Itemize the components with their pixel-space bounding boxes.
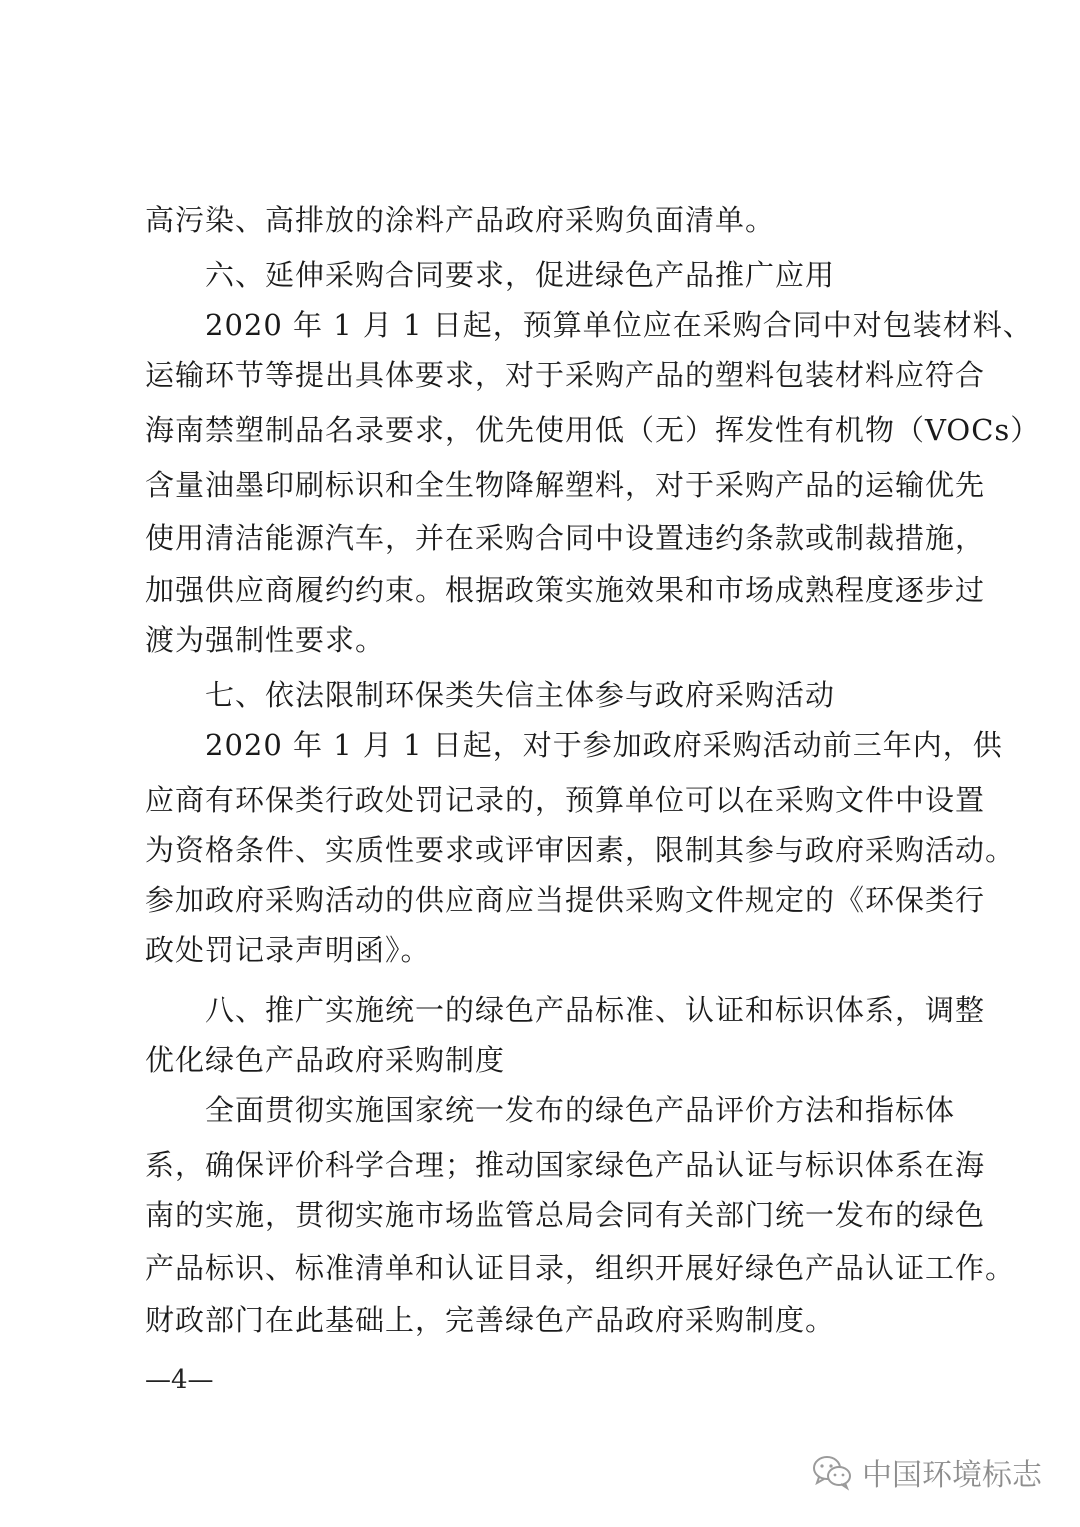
text-line: 参加政府采购活动的供应商应当提供采购文件规定的《环保类行 <box>145 883 986 917</box>
text-line: 2020 年 1 月 1 日起，对于参加政府采购活动前三年内，供 <box>205 728 1003 762</box>
text-line: 加强供应商履约约束。根据政策实施效果和市场成熟程度逐步过 <box>145 573 986 607</box>
text-line: 海南禁塑制品名录要求，优先使用低（无）挥发性有机物（VOCs） <box>145 413 1041 447</box>
text-line: 南的实施，贯彻实施市场监管总局会同有关部门统一发布的绿色 <box>145 1198 986 1232</box>
text-line: 系，确保评价科学合理；推动国家绿色产品认证与标识体系在海 <box>145 1148 986 1182</box>
text-line: 六、延伸采购合同要求，促进绿色产品推广应用 <box>205 258 836 292</box>
text-line: 应商有环保类行政处罚记录的，预算单位可以在采购文件中设置 <box>145 783 986 817</box>
text-line: 优化绿色产品政府采购制度 <box>145 1043 506 1077</box>
text-line: 全面贯彻实施国家统一发布的绿色产品评价方法和指标体 <box>205 1093 956 1127</box>
text-line: 八、推广实施统一的绿色产品标准、认证和标识体系，调整 <box>205 993 986 1027</box>
text-line: 运输环节等提出具体要求，对于采购产品的塑料包装材料应符合 <box>145 358 986 392</box>
text-line: 高污染、高排放的涂料产品政府采购负面清单。 <box>145 203 776 237</box>
text-line: 政处罚记录声明函》。 <box>145 933 431 967</box>
text-line: 七、依法限制环保类失信主体参与政府采购活动 <box>205 678 836 712</box>
watermark <box>812 1448 1042 1496</box>
text-line: 产品标识、标准清单和认证目录，组织开展好绿色产品认证工作。 <box>145 1251 1016 1285</box>
text-line: 渡为强制性要求。 <box>145 623 386 657</box>
text-line: 含量油墨印刷标识和全生物降解塑料，对于采购产品的运输优先 <box>145 468 986 502</box>
text-line: 为资格条件、实质性要求或评审因素，限制其参与政府采购活动。 <box>145 833 1016 867</box>
text-line: 财政部门在此基础上，完善绿色产品政府采购制度。 <box>145 1303 836 1337</box>
text-line: 使用清洁能源汽车，并在采购合同中设置违约条款或制裁措施， <box>145 521 986 555</box>
text-line: 2020 年 1 月 1 日起，预算单位应在采购合同中对包装材料、 <box>205 308 1033 342</box>
page-number: —4— <box>145 1365 214 1395</box>
watermark-text: 中国环境标志 <box>862 1458 1042 1493</box>
wechat-icon <box>812 1455 852 1489</box>
